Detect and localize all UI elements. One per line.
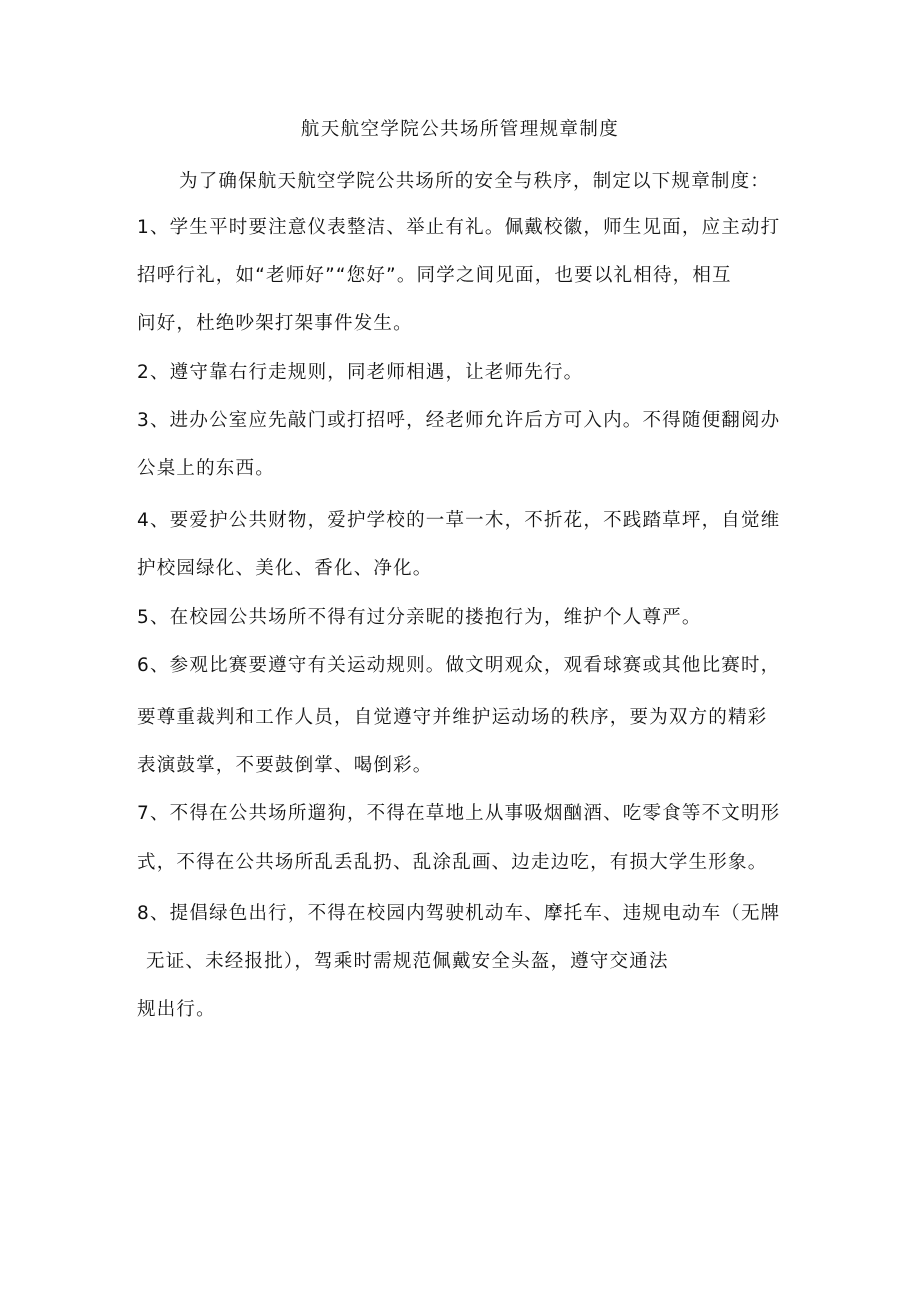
rule-6-line-1: 6、参观比赛要遵守有关运动规则。做文明观众，观看球赛或其他比赛时， bbox=[137, 655, 781, 676]
rule-1-line-3: 问好，杜绝吵架打架事件发生。 bbox=[137, 313, 413, 334]
rule-6-line-2: 要尊重裁判和工作人员，自觉遵守并维护运动场的秩序，要为双方的精彩 bbox=[137, 707, 768, 728]
rule-7-line-2: 式，不得在公共场所乱丢乱扔、乱涂乱画、边走边吃，有损大学生形象。 bbox=[137, 852, 768, 873]
rule-3-line-1: 3、进办公室应先敲门或打招呼，经老师允许后方可入内。不得随便翻阅办 bbox=[137, 410, 781, 431]
rule-6-line-3: 表演鼓掌，不要鼓倒掌、喝倒彩。 bbox=[137, 755, 433, 776]
rule-4-line-1: 4、要爱护公共财物，爱护学校的一草一木，不折花，不践踏草坪，自觉维 bbox=[137, 510, 781, 531]
rule-4-line-2: 护校园绿化、美化、香化、净化。 bbox=[137, 558, 433, 579]
document-title: 航天航空学院公共场所管理规章制度 bbox=[300, 119, 620, 140]
rule-7-line-1: 7、不得在公共场所遛狗，不得在草地上从事吸烟酗酒、吃零食等不文明形 bbox=[137, 803, 781, 824]
rule-8-line-2: 无证、未经报批），驾乘时需规范佩戴安全头盔，遵守交通法 bbox=[146, 951, 669, 972]
rule-2-line-1: 2、遵守靠右行走规则，同老师相遇，让老师先行。 bbox=[137, 362, 584, 383]
rule-1-line-2: 招呼行礼，如“老师好”“您好”。同学之间见面，也要以礼相待，相互 bbox=[137, 265, 732, 286]
rule-3-line-2: 公桌上的东西。 bbox=[137, 458, 275, 479]
rule-1-line-1: 1、学生平时要注意仪表整洁、举止有礼。佩戴校徽，师生见面，应主动打 bbox=[137, 217, 781, 238]
rule-8-line-3: 规出行。 bbox=[137, 999, 216, 1020]
rule-8-line-1: 8、提倡绿色出行，不得在校园内驾驶机动车、摩托车、违规电动车（无牌 bbox=[137, 903, 781, 924]
rule-5-line-1: 5、在校园公共场所不得有过分亲昵的搂抱行为，维护个人尊严。 bbox=[137, 607, 702, 628]
intro-paragraph: 为了确保航天航空学院公共场所的安全与秩序，制定以下规章制度： bbox=[179, 171, 771, 192]
